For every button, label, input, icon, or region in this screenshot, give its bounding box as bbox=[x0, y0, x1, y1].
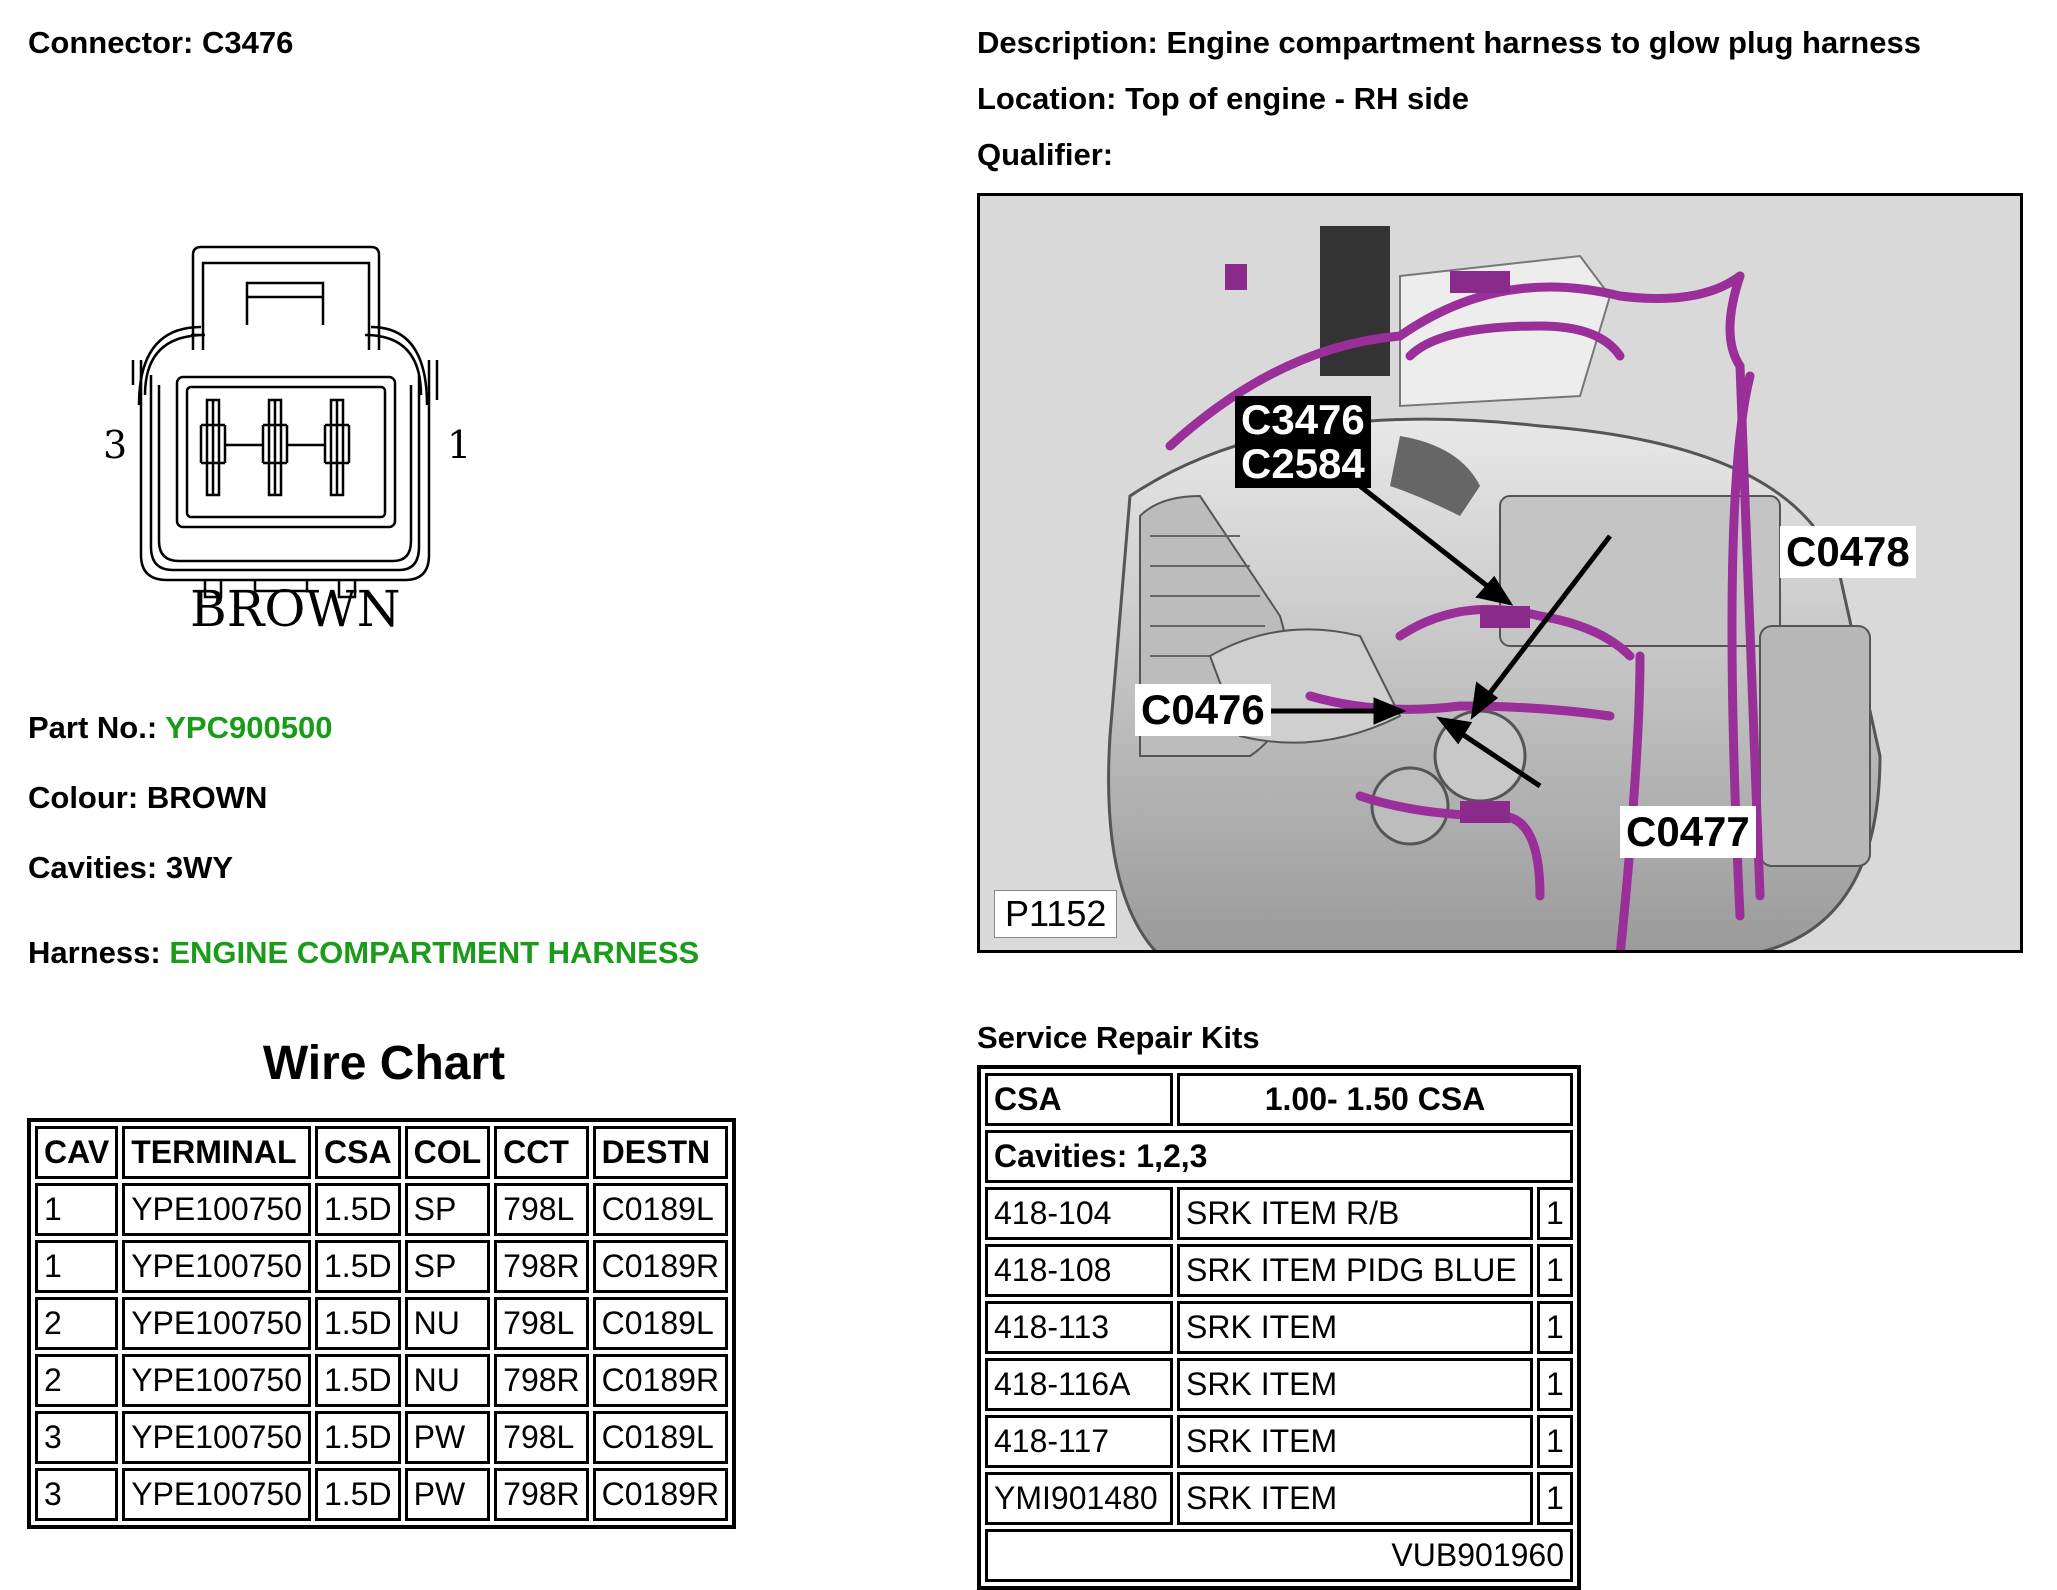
col-csa: CSA bbox=[315, 1126, 401, 1179]
table-row: YMI901480 SRK ITEM 1 bbox=[985, 1472, 1573, 1525]
table-row: 1 YPE100750 1.5D SP 798L C0189L bbox=[35, 1183, 728, 1236]
location-heading: Location: Top of engine - RH side bbox=[977, 81, 1469, 116]
harness-row: Harness: ENGINE COMPARTMENT HARNESS bbox=[28, 935, 700, 970]
description-value: Engine compartment harness to glow plug harness bbox=[1166, 25, 1921, 60]
col-col: COL bbox=[405, 1126, 491, 1179]
service-kits-title: Service Repair Kits bbox=[977, 1020, 1260, 1055]
connector-id: C3476 bbox=[201, 25, 294, 60]
wire-chart-table bbox=[27, 1118, 736, 1529]
kits-footer-row: VUB901960 bbox=[985, 1529, 1573, 1582]
table-row: 418-117 SRK ITEM 1 bbox=[985, 1415, 1573, 1468]
col-terminal: TERMINAL bbox=[122, 1126, 311, 1179]
table-row: 3 YPE100750 1.5D PW 798R C0189R bbox=[35, 1468, 728, 1521]
col-destn: DESTN bbox=[593, 1126, 728, 1179]
table-row: 418-116A SRK ITEM 1 bbox=[985, 1358, 1573, 1411]
part-number-link[interactable]: YPC900500 bbox=[165, 710, 333, 745]
connector-pin-3-label: 3 bbox=[103, 423, 128, 467]
table-row: 3 YPE100750 1.5D PW 798L C0189L bbox=[35, 1411, 728, 1464]
cavities-row: Cavities: 3WY bbox=[28, 850, 234, 885]
table-row: 1 YPE100750 1.5D SP 798R C0189R bbox=[35, 1240, 728, 1293]
table-row: 2 YPE100750 1.5D NU 798R C0189R bbox=[35, 1354, 728, 1407]
wire-chart-header-row bbox=[35, 1126, 728, 1179]
callout-c0476: C0476 bbox=[1135, 684, 1271, 736]
description-heading: Description: Engine compartment harness to glow plug harness bbox=[977, 25, 1921, 60]
harness-link[interactable]: ENGINE COMPARTMENT HARNESS bbox=[169, 935, 700, 970]
connector-colour-text: BROWN bbox=[190, 580, 401, 638]
table-row: 418-108 SRK ITEM PIDG BLUE 1 bbox=[985, 1244, 1573, 1297]
callout-c0478: C0478 bbox=[1780, 526, 1916, 578]
table-row: 418-104 SRK ITEM R/B 1 bbox=[985, 1187, 1573, 1240]
callout-c3476: C3476 C2584 bbox=[1235, 396, 1371, 488]
connector-pin-1-label: 1 bbox=[447, 423, 472, 467]
connector-face-icon bbox=[95, 235, 495, 635]
service-kits-table bbox=[977, 1065, 1581, 1590]
table-row: 2 YPE100750 1.5D NU 798L C0189L bbox=[35, 1297, 728, 1350]
callout-c0477: C0477 bbox=[1620, 806, 1756, 858]
colour-row: Colour: BROWN bbox=[28, 780, 268, 815]
col-cct: CCT bbox=[494, 1126, 589, 1179]
kits-cavities-row: Cavities: 1,2,3 bbox=[985, 1130, 1573, 1183]
kits-csa-row: CSA 1.00- 1.50 CSA bbox=[985, 1073, 1573, 1126]
location-value: Top of engine - RH side bbox=[1125, 81, 1469, 116]
qualifier-heading: Qualifier: bbox=[977, 137, 1114, 172]
photo-id-label: P1152 bbox=[994, 890, 1117, 938]
table-row: 418-113 SRK ITEM 1 bbox=[985, 1301, 1573, 1354]
callout-c2584: C2584 bbox=[1241, 440, 1365, 487]
engine-location-photo bbox=[977, 193, 2023, 953]
col-cav: CAV bbox=[35, 1126, 118, 1179]
connector-heading: Connector: C3476 bbox=[28, 25, 294, 60]
part-number: Part No.: YPC900500 bbox=[28, 710, 333, 745]
wire-chart-title: Wire Chart bbox=[262, 1037, 506, 1090]
connector-diagram bbox=[95, 235, 495, 638]
